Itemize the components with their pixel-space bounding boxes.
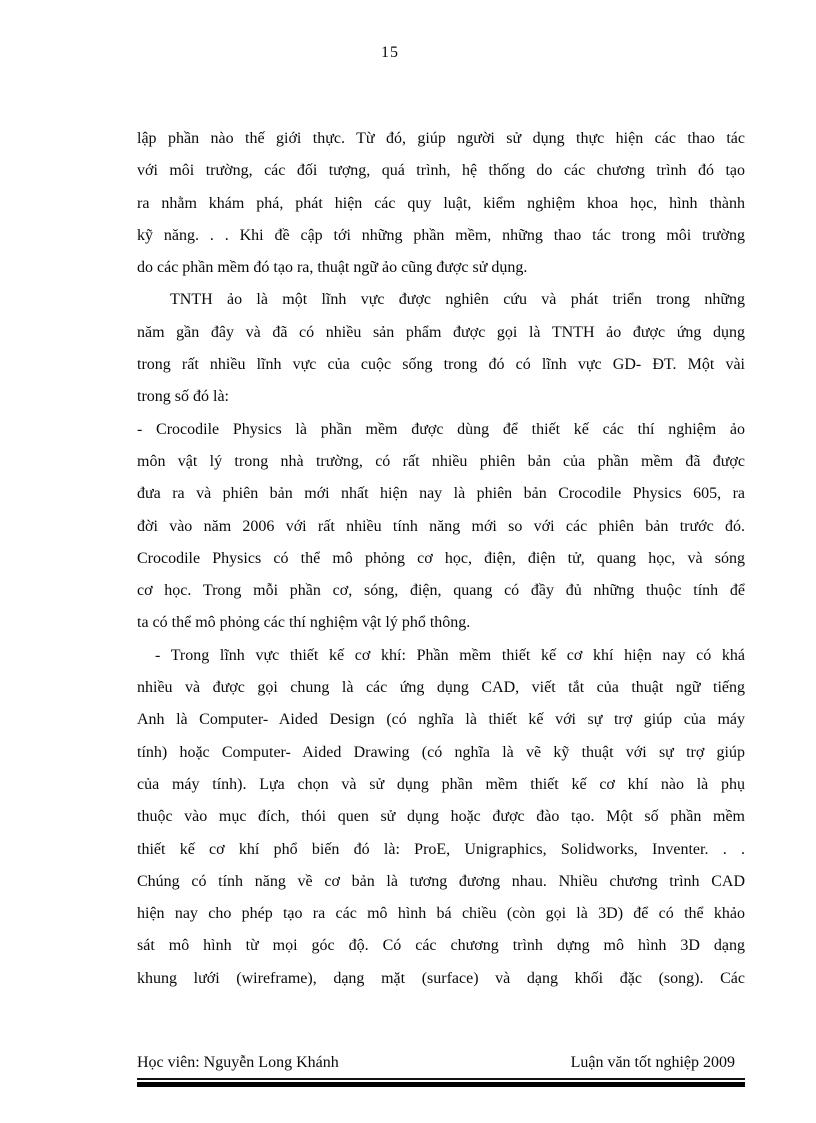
text-line: môn vật lý trong nhà trường, có rất nhiều phiên bản của phần mềm đã được: [137, 452, 745, 470]
footer-thesis-title: Luận văn tốt nghiệp 2009: [570, 1054, 735, 1071]
body-text: [137, 123, 745, 995]
text-line: ta có thể mô phỏng các thí nghiệm vật lý phổ thông.: [137, 614, 471, 632]
paragraph: [137, 123, 745, 284]
text-line: cơ học. Trong mỗi phần cơ, sóng, điện, quang có đầy đủ những thuộc tính để: [137, 582, 745, 600]
text-line: tính) hoặc Computer- Aided Drawing (có nghĩa là vẽ kỹ thuật với sự trợ giúp: [137, 743, 745, 761]
text-line: Chúng có tính năng về cơ bản là tương đương nhau. Nhiều chương trình CAD: [137, 872, 745, 890]
footer-author: Học viên: Nguyễn Long Khánh: [137, 1054, 339, 1071]
text-line: Anh là Computer- Aided Design (có nghĩa là thiết kế với sự trợ giúp của máy: [137, 711, 745, 729]
text-line: - Trong lĩnh vực thiết kế cơ khí: Phần mềm thiết kế cơ khí hiện nay có khá: [155, 646, 745, 664]
text-line: trong rất nhiều lĩnh vực của cuộc sống trong đó có lĩnh vực GD- ĐT. Một vài: [137, 356, 745, 374]
text-line: thuộc vào mục đích, thói quen sử dụng hoặc được đào tạo. Một số phần mềm: [137, 808, 745, 826]
text-line: lập phần nào thế giới thực. Từ đó, giúp người sử dụng thực hiện các thao tác: [137, 130, 745, 147]
footer-rule-thin: [137, 1078, 745, 1080]
text-line: hiện nay cho phép tạo ra các mô hình bá chiều (còn gọi là 3D) để có thể khảo: [137, 905, 745, 923]
text-line: của máy tính). Lựa chọn và sử dụng phần mềm thiết kế cơ khí nào là phụ: [137, 775, 745, 793]
page-number: 15: [381, 44, 399, 61]
paragraph: [137, 284, 745, 413]
text-line: thiết kế cơ khí phổ biến đó là: ProE, Unigraphics, Solidworks, Inventer. . .: [137, 840, 745, 858]
text-line: nhiều và được gọi chung là các ứng dụng CAD, viết tắt của thuật ngữ tiếng: [137, 679, 745, 697]
text-line: trong số đó là:: [137, 388, 229, 406]
text-line: ra nhằm khám phá, phát hiện các quy luật, kiểm nghiệm khoa học, hình thành: [137, 194, 745, 212]
text-line: đời vào năm 2006 với rất nhiều tính năng mới so với các phiên bản trước đó.: [137, 517, 745, 535]
text-line: năm gần đây và đã có nhiều sản phẩm được gọi là TNTH ảo được ứng dụng: [137, 323, 745, 341]
text-line: - Crocodile Physics là phần mềm được dùng để thiết kế các thí nghiệm ảo: [137, 420, 745, 438]
text-line: do các phần mềm đó tạo ra, thuật ngữ ảo cũng được sử dụng.: [137, 259, 528, 277]
text-line: đưa ra và phiên bản mới nhất hiện nay là phiên bản Crocodile Physics 605, ra: [137, 485, 745, 503]
text-line: Crocodile Physics có thể mô phỏng cơ học, điện, điện tử, quang học, và sóng: [137, 549, 745, 567]
text-line: TNTH ảo là một lĩnh vực được nghiên cứu và phát triển trong những: [170, 291, 745, 309]
footer: [137, 1054, 745, 1072]
paragraph: [137, 640, 745, 995]
text-line: kỹ năng. . . Khi đề cập tới những phần mềm, những thao tác trong môi trường: [137, 226, 745, 244]
paragraph: [137, 414, 745, 640]
text-line: với môi trường, các đối tượng, quá trình, hệ thống do các chương trình đó tạo: [137, 162, 745, 180]
text-line: khung lưới (wireframe), dạng mặt (surface) và dạng khối đặc (song). Các: [137, 969, 745, 987]
footer-rule-thick: [137, 1082, 745, 1087]
text-line: sát mô hình từ mọi góc độ. Có các chương trình dựng mô hình 3D dạng: [137, 937, 745, 955]
